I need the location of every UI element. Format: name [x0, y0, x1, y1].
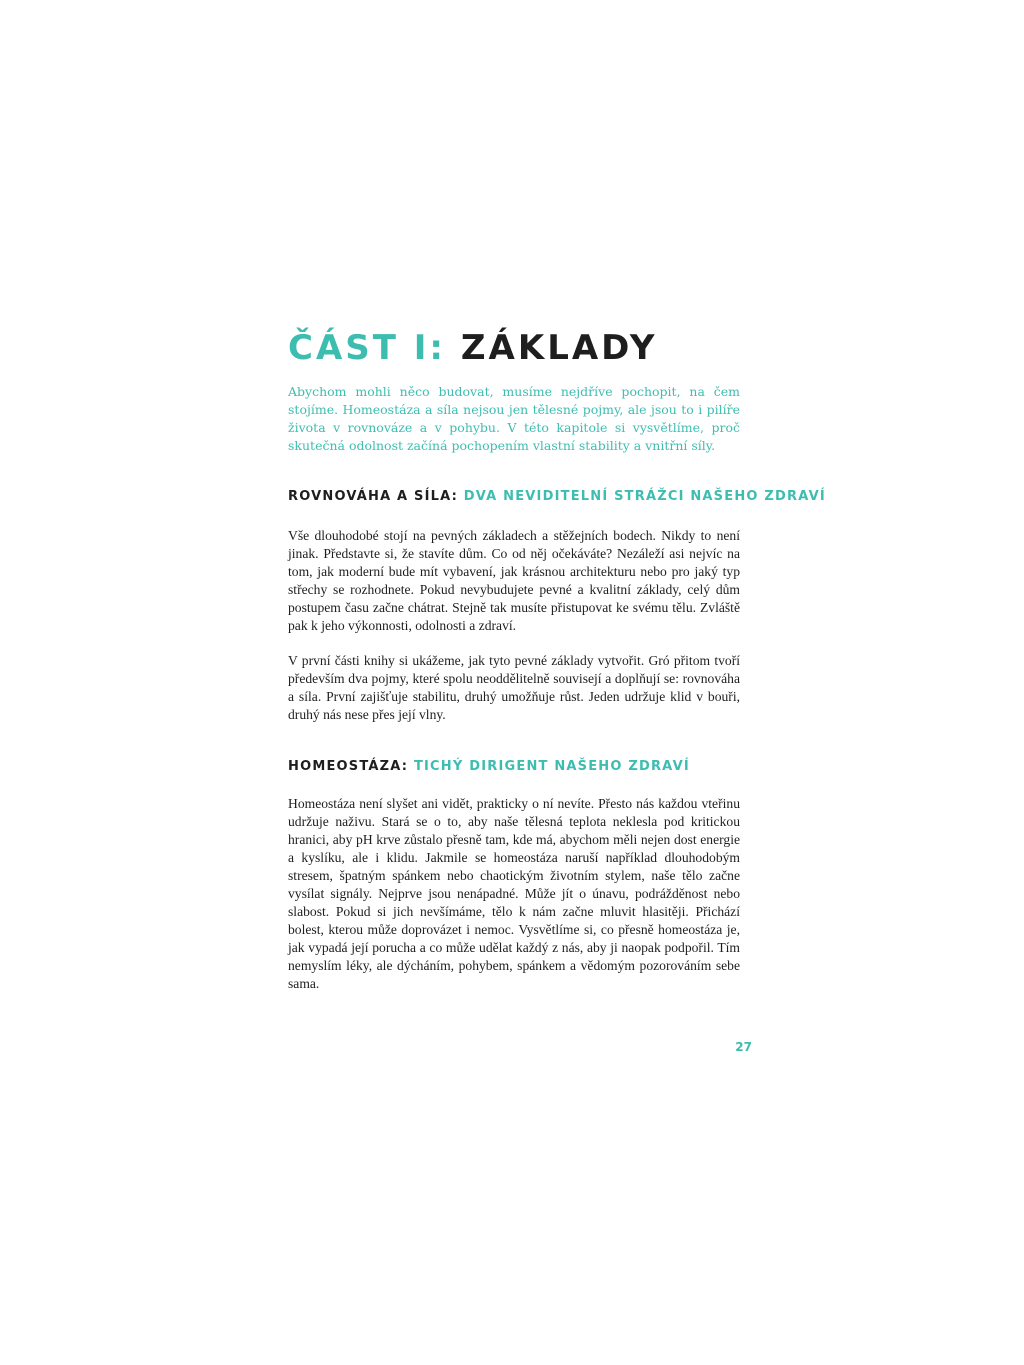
section-heading-balance-strength [288, 488, 826, 506]
section-heading-homeostasis [288, 758, 690, 776]
chapter-intro: Abychom mohli něco budovat, musíme nejdříve pochopit, na čem stojíme. Homeostáza a síla nejsou jen tělesné pojmy, ale jsou to i pilíře života v rovnováze a v pohybu. V této kapitole si vysvětlíme, proč skutečná odolnost začíná pochopením vlastní stability a vnitřní síly. [288, 384, 740, 453]
body-paragraph: Homeostáza není slyšet ani vidět, prakticky o ní nevíte. Přesto nás každou vteřinu udržuje naživu. Stará se o to, aby naše tělesná teplota neklesla pod kritickou hranici, aby pH krve zůstalo přesně tam, kde má, abychom měli nejen dost energie a kyslíku, ale i klidu. Jakmile se homeostáza naruší například dlouhodobým stresem, špatným spánkem nebo chaotickým životním stylem, naše tělo začne vysílat signály. Nejprve jsou nenápadné. Může jít o únavu, podrážděnost nebo slabost. Pokud si jich nevšímáme, tělo k nám začne mluvit hlasitěji. Přichází bolest, kterou může doprovázet i nemoc. Vysvětlíme si, co přesně homeostáza je, jak vypadá její porucha a co může udělat každý z nás, aby ji naopak podpořil. Tím nemyslím léky, ale dýcháním, pohybem, spánkem a vědomým pozorováním sebe sama. [288, 796, 740, 991]
section-heading-accent: DVA NEVIDITELNÍ STRÁŽCI NAŠEHO ZDRAVÍ [463, 489, 826, 504]
body-paragraph: Vše dlouhodobé stojí na pevných základech a stěžejních bodech. Nikdy to není jinak. Představte si, že stavíte dům. Co od něj očekáváte? Nezáleží asi nejvíc na tom, jak moderní bude mít vybavení, jak krásnou architekturu nebo pro jaký typ střechy se rozhodnete. Pokud nevybudujete pevné a kvalitní základy, celý dům postupem času začne chátrat. Stejně tak musíte přistupovat ke svému tělu. Zvláště pak k jeho výkonnosti, odolnosti a zdraví. [288, 528, 740, 633]
title-part-label: ČÁST I: [288, 328, 447, 368]
page-number: 27 [735, 1040, 752, 1054]
section-heading-lead: ROVNOVÁHA A SÍLA: [288, 489, 459, 504]
body-paragraph: V první části knihy si ukážeme, jak tyto pevné základy vytvořit. Gró přitom tvoří především dva pojmy, které spolu neoddělitelně souvisejí a doplňují se: rovnováha a síla. První zajišťuje stabilitu, druhý umožňuje růst. Jeden udržuje klid v bouři, druhý nás nese přes její vlny. [288, 653, 740, 722]
section-heading-accent: TICHÝ DIRIGENT NAŠEHO ZDRAVÍ [413, 759, 690, 774]
title-main: ZÁKLADY [460, 328, 658, 368]
section-heading-lead: HOMEOSTÁZA: [288, 759, 409, 774]
page-title [288, 326, 658, 370]
